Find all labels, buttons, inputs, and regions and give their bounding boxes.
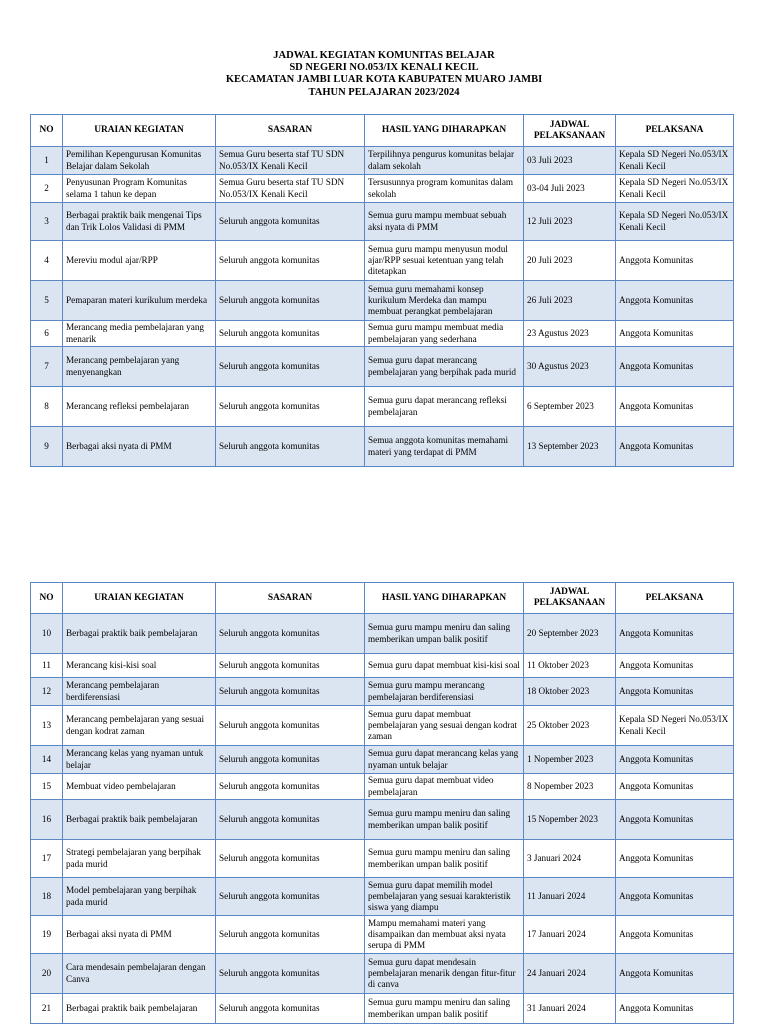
- header-pelaksana: PELAKSANA: [616, 115, 734, 147]
- cell-no: 7: [31, 347, 63, 387]
- cell-no: 20: [31, 954, 63, 994]
- cell-jadwal: 25 Oktober 2023: [524, 706, 616, 746]
- cell-jadwal: 12 Juli 2023: [524, 203, 616, 241]
- cell-jadwal: 3 Januari 2024: [524, 840, 616, 878]
- cell-uraian: Mereviu modul ajar/RPP: [63, 241, 216, 281]
- cell-sasaran: Seluruh anggota komunitas: [216, 774, 365, 800]
- cell-jadwal: 8 Nopember 2023: [524, 774, 616, 800]
- cell-sasaran: Seluruh anggota komunitas: [216, 241, 365, 281]
- table-row: [31, 203, 734, 241]
- cell-pelaksana: Anggota Komunitas: [616, 387, 734, 427]
- cell-no: 6: [31, 321, 63, 347]
- table-row: [31, 321, 734, 347]
- table-row: [31, 147, 734, 175]
- cell-uraian: Strategi pembelajaran yang berpihak pada murid: [63, 840, 216, 878]
- cell-uraian: Merancang pembelajaran yang menyenangkan: [63, 347, 216, 387]
- table-row: [31, 994, 734, 1024]
- cell-uraian: Merancang pembelajaran berdiferensiasi: [63, 678, 216, 706]
- table-row: [31, 614, 734, 654]
- cell-jadwal: 6 September 2023: [524, 387, 616, 427]
- cell-no: 1: [31, 147, 63, 175]
- cell-pelaksana: Anggota Komunitas: [616, 347, 734, 387]
- cell-uraian: Model pembelajaran yang berpihak pada murid: [63, 878, 216, 916]
- table-row: [31, 281, 734, 321]
- cell-hasil: Semua guru mampu membuat sebuah aksi nyata di PMM: [365, 203, 524, 241]
- cell-sasaran: Seluruh anggota komunitas: [216, 706, 365, 746]
- header-jadwal: [524, 583, 616, 614]
- cell-uraian: Berbagai praktik baik pembelajaran: [63, 800, 216, 840]
- schedule-table-1: [30, 114, 734, 467]
- table-row: [31, 746, 734, 774]
- cell-uraian: Merancang pembelajaran yang sesuai dengan kodrat zaman: [63, 706, 216, 746]
- cell-hasil: Semua guru dapat merancang refleksi pembelajaran: [365, 387, 524, 427]
- cell-sasaran: Seluruh anggota komunitas: [216, 994, 365, 1024]
- cell-hasil: Semua guru mampu menyusun modul ajar/RPP sesuai ketentuan yang telah ditetapkan: [365, 241, 524, 281]
- cell-pelaksana: Anggota Komunitas: [616, 427, 734, 467]
- header-hasil: HASIL YANG DIHARAPKAN: [365, 583, 524, 614]
- cell-hasil: Semua guru mampu meniru dan saling memberikan umpan balik positif: [365, 994, 524, 1024]
- cell-pelaksana: Anggota Komunitas: [616, 678, 734, 706]
- cell-no: 13: [31, 706, 63, 746]
- cell-hasil: Semua guru dapat membuat video pembelajaran: [365, 774, 524, 800]
- cell-sasaran: Seluruh anggota komunitas: [216, 800, 365, 840]
- cell-hasil: Semua guru dapat mendesain pembelajaran menarik dengan fitur-fitur di canva: [365, 954, 524, 994]
- cell-pelaksana: Kepala SD Negeri No.053/IX Kenali Kecil: [616, 203, 734, 241]
- cell-hasil: Semua guru mampu merancang pembelajaran berdiferensiasi: [365, 678, 524, 706]
- cell-uraian: Berbagai praktik baik mengenai Tips dan Trik Lolos Validasi di PMM: [63, 203, 216, 241]
- title-line-2: SD NEGERI NO.053/IX KENALI KECIL: [289, 62, 479, 74]
- table-row: [31, 774, 734, 800]
- cell-hasil: Semua guru mampu membuat media pembelajaran yang sederhana: [365, 321, 524, 347]
- cell-pelaksana: Anggota Komunitas: [616, 654, 734, 678]
- cell-uraian: Berbagai aksi nyata di PMM: [63, 427, 216, 467]
- cell-jadwal: 13 September 2023: [524, 427, 616, 467]
- cell-pelaksana: Anggota Komunitas: [616, 774, 734, 800]
- table-row: [31, 954, 734, 994]
- cell-no: 16: [31, 800, 63, 840]
- table-row: [31, 678, 734, 706]
- cell-hasil: Semua guru dapat memilih model pembelajaran yang sesuai karakteristik siswa yang diampu: [365, 878, 524, 916]
- title-line-4: TAHUN PELAJARAN 2023/2024: [308, 86, 460, 98]
- header-hasil: HASIL YANG DIHARAPKAN: [365, 115, 524, 147]
- cell-no: 5: [31, 281, 63, 321]
- cell-sasaran: Seluruh anggota komunitas: [216, 281, 365, 321]
- cell-no: 21: [31, 994, 63, 1024]
- cell-jadwal: 30 Agustus 2023: [524, 347, 616, 387]
- cell-no: 11: [31, 654, 63, 678]
- cell-uraian: Merancang refleksi pembelajaran: [63, 387, 216, 427]
- cell-sasaran: Seluruh anggota komunitas: [216, 427, 365, 467]
- cell-hasil: Semua anggota komunitas memahami materi yang terdapat di PMM: [365, 427, 524, 467]
- cell-pelaksana: Anggota Komunitas: [616, 916, 734, 954]
- cell-sasaran: Seluruh anggota komunitas: [216, 614, 365, 654]
- cell-hasil: Semua guru mampu meniru dan saling memberikan umpan balik positif: [365, 614, 524, 654]
- cell-sasaran: Seluruh anggota komunitas: [216, 954, 365, 994]
- cell-jadwal: 20 September 2023: [524, 614, 616, 654]
- table-row: [31, 387, 734, 427]
- cell-uraian: Merancang kisi-kisi soal: [63, 654, 216, 678]
- cell-uraian: Merancang kelas yang nyaman untuk belajar: [63, 746, 216, 774]
- cell-no: 3: [31, 203, 63, 241]
- cell-no: 10: [31, 614, 63, 654]
- cell-no: 18: [31, 878, 63, 916]
- cell-hasil: Semua guru dapat membuat kisi-kisi soal: [365, 654, 524, 678]
- cell-pelaksana: Anggota Komunitas: [616, 746, 734, 774]
- cell-hasil: Tersusunnya program komunitas dalam sekolah: [365, 175, 524, 203]
- header-sasaran: SASARAN: [216, 115, 365, 147]
- cell-no: 8: [31, 387, 63, 427]
- cell-pelaksana: Anggota Komunitas: [616, 878, 734, 916]
- cell-pelaksana: Anggota Komunitas: [616, 800, 734, 840]
- cell-hasil: Mampu memahami materi yang disampaikan dan membuat aksi nyata serupa di PMM: [365, 916, 524, 954]
- cell-uraian: Cara mendesain pembelajaran dengan Canva: [63, 954, 216, 994]
- header-uraian: URAIAN KEGIATAN: [63, 115, 216, 147]
- header-no: NO: [31, 115, 63, 147]
- cell-pelaksana: Kepala SD Negeri No.053/IX Kenali Kecil: [616, 175, 734, 203]
- cell-jadwal: 11 Oktober 2023: [524, 654, 616, 678]
- cell-uraian: Berbagai praktik baik pembelajaran: [63, 614, 216, 654]
- cell-uraian: Penyusunan Program Komunitas selama 1 tahun ke depan: [63, 175, 216, 203]
- schedule-table-2: [30, 582, 734, 1024]
- cell-pelaksana: Anggota Komunitas: [616, 614, 734, 654]
- cell-sasaran: Seluruh anggota komunitas: [216, 916, 365, 954]
- cell-jadwal: 03-04 Juli 2023: [524, 175, 616, 203]
- header-jadwal-line-1: JADWAL: [549, 119, 590, 130]
- table-row: [31, 878, 734, 916]
- cell-no: 2: [31, 175, 63, 203]
- cell-no: 9: [31, 427, 63, 467]
- cell-hasil: Semua guru dapat merancang pembelajaran yang berpihak pada murid: [365, 347, 524, 387]
- cell-jadwal: 23 Agustus 2023: [524, 321, 616, 347]
- header-uraian: URAIAN KEGIATAN: [63, 583, 216, 614]
- cell-pelaksana: Anggota Komunitas: [616, 281, 734, 321]
- header-jadwal: [524, 115, 616, 147]
- table-row: [31, 427, 734, 467]
- cell-hasil: Semua guru memahami konsep kurikulum Merdeka dan mampu membuat perangkat pembelajaran: [365, 281, 524, 321]
- table-row: [31, 840, 734, 878]
- cell-jadwal: 11 Januari 2024: [524, 878, 616, 916]
- cell-uraian: Merancang media pembelajaran yang menarik: [63, 321, 216, 347]
- cell-no: 17: [31, 840, 63, 878]
- cell-jadwal: 24 Januari 2024: [524, 954, 616, 994]
- cell-sasaran: Seluruh anggota komunitas: [216, 654, 365, 678]
- cell-no: 4: [31, 241, 63, 281]
- cell-sasaran: Seluruh anggota komunitas: [216, 746, 365, 774]
- title-line-1: JADWAL KEGIATAN KOMUNITAS BELAJAR: [273, 50, 495, 61]
- document-title: [0, 50, 768, 99]
- cell-no: 15: [31, 774, 63, 800]
- cell-no: 19: [31, 916, 63, 954]
- cell-sasaran: Semua Guru beserta staf TU SDN No.053/IX Kenali Kecil: [216, 147, 365, 175]
- table-row: [31, 347, 734, 387]
- cell-uraian: Pemilihan Kepengurusan Komunitas Belajar dalam Sekolah: [63, 147, 216, 175]
- cell-uraian: Membuat video pembelajaran: [63, 774, 216, 800]
- cell-jadwal: 20 Juli 2023: [524, 241, 616, 281]
- table-row: [31, 800, 734, 840]
- cell-sasaran: Seluruh anggota komunitas: [216, 840, 365, 878]
- table-row: [31, 241, 734, 281]
- cell-pelaksana: Anggota Komunitas: [616, 321, 734, 347]
- header-sasaran: SASARAN: [216, 583, 365, 614]
- cell-sasaran: Seluruh anggota komunitas: [216, 347, 365, 387]
- cell-uraian: Berbagai praktik baik pembelajaran: [63, 994, 216, 1024]
- cell-sasaran: Seluruh anggota komunitas: [216, 678, 365, 706]
- cell-pelaksana: Kepala SD Negeri No.053/IX Kenali Kecil: [616, 147, 734, 175]
- header-jadwal-line-2: PELAKSANAAN: [533, 598, 606, 608]
- header-no: NO: [31, 583, 63, 614]
- table-header-row: [31, 115, 734, 147]
- cell-hasil: Semua guru mampu meniru dan saling memberikan umpan balik positif: [365, 800, 524, 840]
- cell-sasaran: Seluruh anggota komunitas: [216, 387, 365, 427]
- cell-jadwal: 26 Juli 2023: [524, 281, 616, 321]
- cell-sasaran: Seluruh anggota komunitas: [216, 203, 365, 241]
- cell-pelaksana: Anggota Komunitas: [616, 840, 734, 878]
- header-jadwal-line-2: PELAKSANAAN: [533, 130, 606, 141]
- table-row: [31, 916, 734, 954]
- cell-hasil: Semua guru mampu meniru dan saling memberikan umpan balik positif: [365, 840, 524, 878]
- header-pelaksana: PELAKSANA: [616, 583, 734, 614]
- cell-pelaksana: Anggota Komunitas: [616, 994, 734, 1024]
- table-row: [31, 175, 734, 203]
- cell-jadwal: 15 Nopember 2023: [524, 800, 616, 840]
- cell-no: 14: [31, 746, 63, 774]
- table-row: [31, 654, 734, 678]
- cell-jadwal: 1 Nopember 2023: [524, 746, 616, 774]
- cell-hasil: Semua guru dapat membuat pembelajaran yang sesuai dengan kodrat zaman: [365, 706, 524, 746]
- cell-hasil: Terpilihnya pengurus komunitas belajar dalam sekolah: [365, 147, 524, 175]
- cell-jadwal: 31 Januari 2024: [524, 994, 616, 1024]
- cell-uraian: Pemaparan materi kurikulum merdeka: [63, 281, 216, 321]
- title-line-3: KECAMATAN JAMBI LUAR KOTA KABUPATEN MUARO JAMBI: [225, 74, 543, 86]
- cell-jadwal: 17 Januari 2024: [524, 916, 616, 954]
- cell-pelaksana: Kepala SD Negeri No.053/IX Kenali Kecil: [616, 706, 734, 746]
- cell-jadwal: 18 Oktober 2023: [524, 678, 616, 706]
- cell-pelaksana: Anggota Komunitas: [616, 954, 734, 994]
- table-header-row: [31, 583, 734, 614]
- cell-no: 12: [31, 678, 63, 706]
- cell-jadwal: 03 Juli 2023: [524, 147, 616, 175]
- cell-pelaksana: Anggota Komunitas: [616, 241, 734, 281]
- cell-hasil: Semua guru dapat merancang kelas yang nyaman untuk belajar: [365, 746, 524, 774]
- table-row: [31, 706, 734, 746]
- cell-sasaran: Semua Guru beserta staf TU SDN No.053/IX Kenali Kecil: [216, 175, 365, 203]
- cell-sasaran: Seluruh anggota komunitas: [216, 321, 365, 347]
- cell-uraian: Berbagai aksi nyata di PMM: [63, 916, 216, 954]
- header-jadwal-line-1: JADWAL: [549, 587, 590, 597]
- cell-sasaran: Seluruh anggota komunitas: [216, 878, 365, 916]
